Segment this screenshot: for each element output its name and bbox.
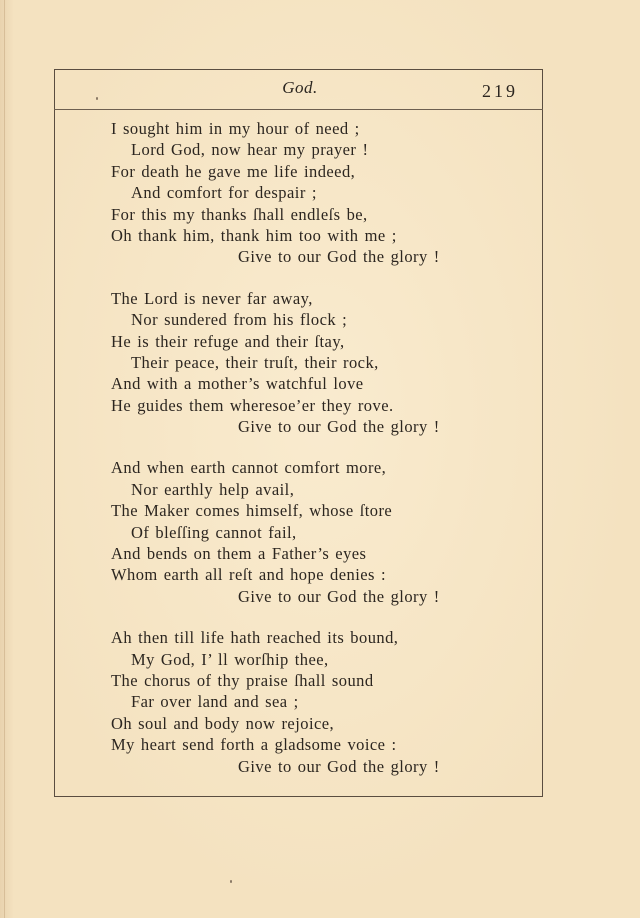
page-gutter-shadow	[4, 0, 5, 918]
verse-line: Oh thank him, thank him too with me ;	[111, 225, 397, 245]
refrain-line: Give to our God the glory !	[238, 247, 440, 267]
verse-line: I sought him in my hour of need ;	[111, 119, 360, 138]
verse-line: For death he gave me life indeed,	[111, 161, 356, 181]
verse-line: Their peace, their truſt, their rock,	[131, 352, 379, 372]
stanza	[111, 627, 531, 777]
verse-line: Of bleſſing cannot fail,	[131, 522, 297, 542]
verse-line: My God, I’ ll worſhip thee,	[131, 649, 329, 669]
poem-body	[111, 118, 531, 777]
refrain-line: Give to our God the glory !	[238, 756, 440, 776]
stanza	[111, 288, 531, 438]
verse-line: The Maker comes himself, whose ſtore	[111, 501, 393, 521]
stanza	[111, 457, 531, 607]
verse-line: Whom earth all reſt and hope denies :	[111, 565, 387, 585]
refrain-line: Give to our God the glory !	[238, 586, 440, 606]
ink-speck	[230, 880, 232, 883]
verse-line: And comfort for despair ;	[131, 183, 317, 203]
stanza	[111, 118, 531, 268]
verse-line: Lord God, now hear my prayer !	[131, 140, 369, 160]
verse-line: For this my thanks ſhall endleſs be,	[111, 204, 368, 224]
verse-line: The chorus of thy praise ſhall sound	[111, 670, 374, 690]
verse-line: And with a mother’s watchful love	[111, 374, 364, 394]
verse-line: And when earth cannot comfort more,	[111, 458, 387, 478]
verse-line: My heart send forth a gladsome voice :	[111, 735, 397, 755]
verse-line: Ah then till life hath reached its bound,	[111, 628, 399, 648]
verse-line: Far over land and sea ;	[131, 692, 299, 712]
verse-line: Oh soul and body now rejoice,	[111, 713, 335, 733]
verse-line: The Lord is never far away,	[111, 288, 313, 308]
verse-line: And bends on them a Father’s eyes	[111, 544, 367, 564]
header-rule	[54, 109, 543, 110]
verse-line: Nor earthly help avail,	[131, 479, 295, 499]
refrain-line: Give to our God the glory !	[238, 417, 440, 437]
page-number: 219	[482, 81, 518, 101]
verse-line: He is their refuge and their ſtay,	[111, 331, 345, 351]
ink-speck	[96, 97, 98, 100]
verse-line: He guides them wheresoe’er they rove.	[111, 395, 394, 415]
running-title: God.	[282, 78, 318, 97]
verse-line: Nor sundered from his flock ;	[131, 310, 348, 330]
